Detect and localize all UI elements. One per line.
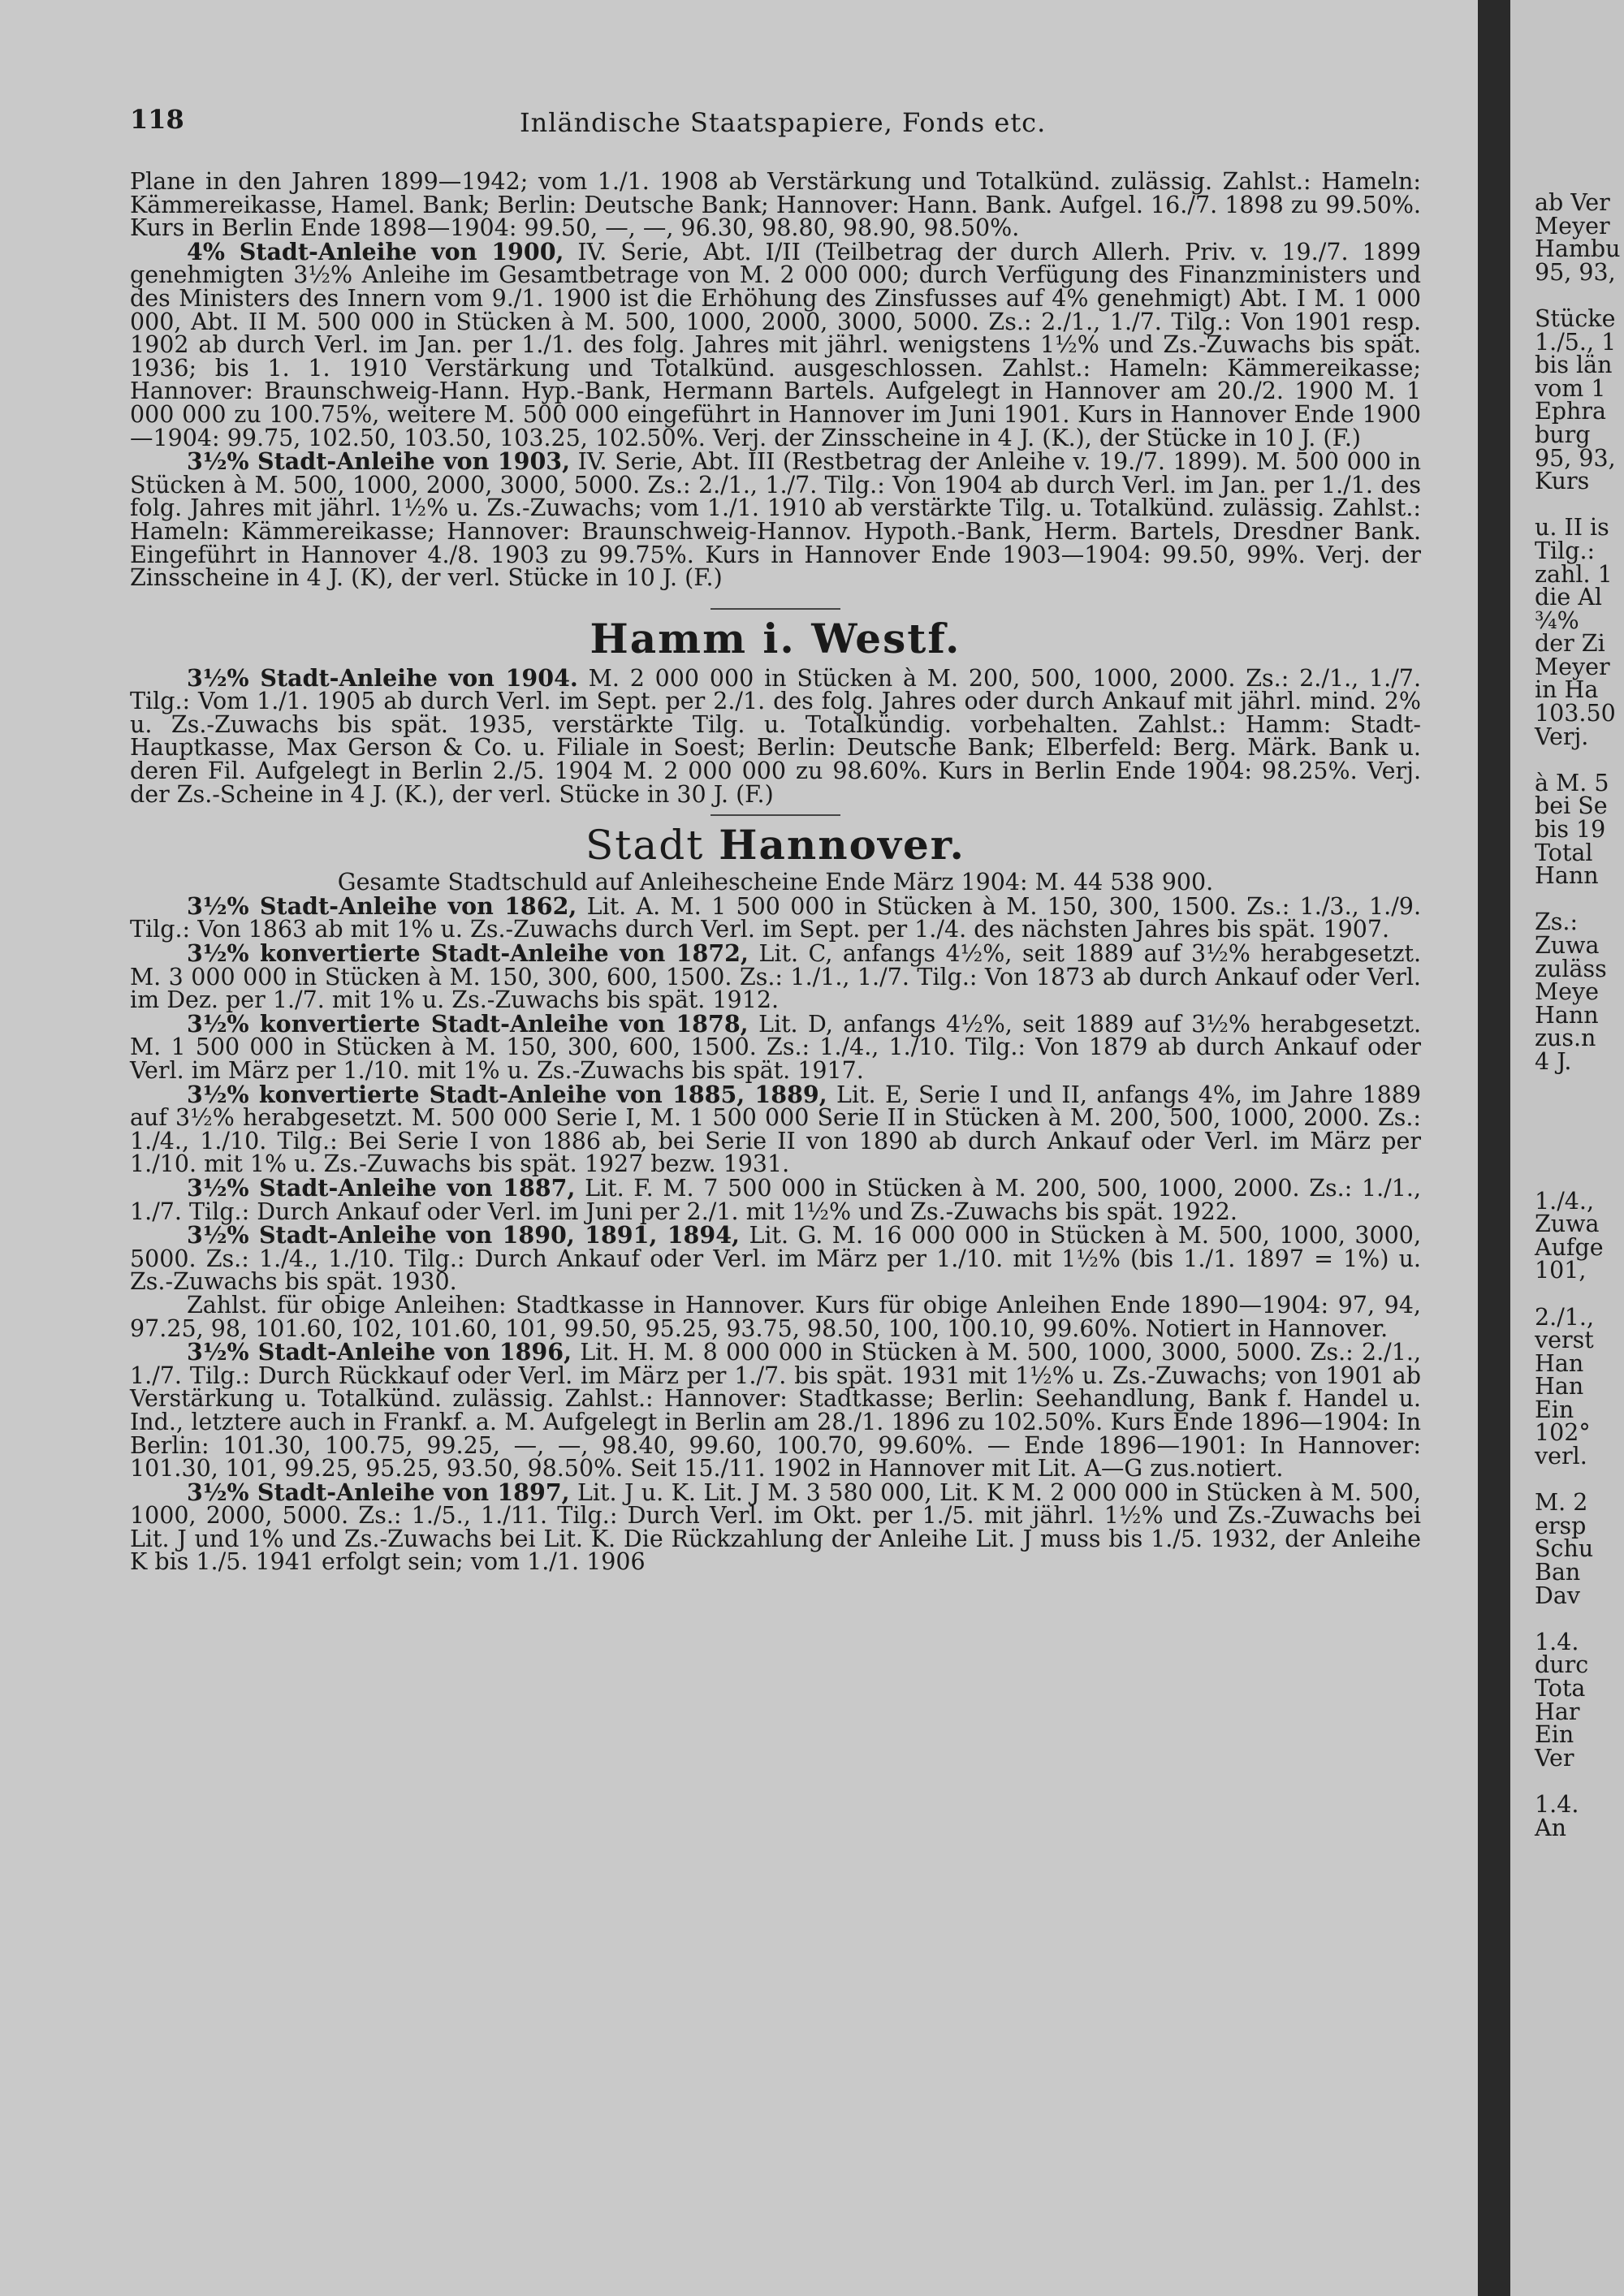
fragment-line: Hann [1535,862,1599,890]
fragment-line [1535,1143,1624,1167]
bond-title: 3½% Stadt-Anleihe von 1862, [187,891,577,920]
fragment-line: in Ha [1535,676,1599,704]
fragment-line: Zuwa [1535,932,1600,959]
fragment-line: verst [1535,1327,1594,1354]
bond-entry [130,1173,1422,1225]
fragment-line: Han [1535,1349,1584,1377]
fragment-line: 102° [1535,1419,1591,1447]
fragment-line: Stücke [1535,304,1616,332]
fragment-line: Hambu [1535,235,1621,263]
fragment-line: u. II is [1535,514,1609,542]
section-heading-hamm: Hamm i. Westf. [590,614,961,662]
bond-text: IV. Serie, Abt. I/II (Teilbetrag der durch Allerh. Priv. v. 19./7. 1899 genehmigten 3½% Anleihe im Gesamtbetrage von M. 2 000 000; durch Verfügung des Finanzministers und des Ministers des Innern vom 9./1. 1900 ist die Erhöhung des Zinsfusses auf 4% genehmigt) Abt. I M. 1 000 000, Abt. II M. 500 000 in Stücken à M. 500, 1000, 2000, 3000, 5000. Zs.: 2./1., 1./7. Tilg.: Von 1901 resp. 1902 ab durch Verl. im Jan. per 1./1. des folg. Jahres mit jährl. wenigstens 1½% und Zs.-Zuwachs bis spät. 1936; bis 1. 1. 1910 Verstärkung und Totalkünd. ausgeschlossen. Zahlst.: Hameln: Kämmereikasse; Hannover: Braunschweig-Hann. Hyp.-Bank, Hermann Bartels. Aufgelegt in Hannover am 20./2. 1900 M. 1 000 000 zu 100.75%, weitere M. 500 000 eingeführt in Hannover im Juni 1901. Kurs in Hannover Ende 1900—1904: 99.75, 102.50, 103.50, 103.25, 102.50%. Verj. der Zinsscheine in 4 J. (K.), der Stücke in 10 J. (F.) [130,238,1421,451]
fragment-line: ersp [1535,1512,1587,1539]
bond-entry [130,663,1422,808]
bond-title: 3½% konvertierte Stadt-Anleihe von 1878, [187,1009,749,1038]
fragment-line: Kurs [1535,468,1590,495]
fragment-line [1535,749,1624,772]
page-header [130,104,1429,153]
fragment-line: Aufge [1535,1233,1604,1261]
section-heading-hannover [130,819,1421,871]
page-body [130,170,1421,1574]
fragment-line [1535,1770,1624,1793]
fragment-line: Schu [1535,1535,1594,1563]
fragment-line: Meye [1535,978,1600,1006]
fragment-line: Ein [1535,1721,1574,1749]
fragment-line [1535,1469,1624,1492]
fragment-line [1535,284,1624,308]
bond-title: 3½% Stadt-Anleihe von 1890, 1891, 1894, [187,1221,740,1249]
fragment-line: Zs.: [1535,908,1579,936]
running-head: Inländische Staatspapiere, Fonds etc. [520,107,1047,138]
fragment-line: Meyer [1535,653,1610,680]
bond-entry [130,1221,1422,1296]
fragment-line: Ban [1535,1559,1581,1586]
bond-entry [130,891,1421,943]
fragment-line: die Al [1535,584,1602,611]
bond-entry [130,1080,1422,1178]
fragment-line: 1.4. [1535,1628,1579,1655]
paragraph: Plane in den Jahren 1899—1942; vom 1./1. 1908 ab Verstärkung und Totalkünd. zulässig. Zahlst.: Hameln: Kämmereikasse, Hamel. Bank; Berlin: Deutsche Bank; Hannover: Hann. Bank. Aufgel. 16./7. 1898 zu 99.50%. Kurs in Berlin Ende 1898—1904: 99.50, —, —, 96.30, 98.80, 98.90, 98.50%. [130,168,1421,242]
book-gutter [1478,0,1510,2296]
page-right-fragment [1510,0,1624,2296]
fragment-line: Ver [1535,1744,1574,1772]
bond-title: 3½% Stadt-Anleihe von 1896, [187,1338,572,1366]
heading-plain: Stadt [585,822,705,870]
fragment-line: zus.n [1535,1025,1596,1052]
fragment-line: à M. 5 [1535,769,1609,796]
fragment-line: 4 J. [1535,1047,1572,1075]
fragment-line: Har [1535,1698,1580,1725]
fragment-line: 1./5., 1 [1535,328,1617,356]
bond-entry [130,939,1422,1014]
bond-entry [130,237,1421,451]
bond-title: 3½% Stadt-Anleihe von 1904. [187,663,578,692]
fragment-line: bis 19 [1535,816,1606,844]
fragment-line: Tota [1535,1675,1586,1702]
fragment-line [1535,1120,1624,1144]
bond-title: 3½% Stadt-Anleihe von 1887, [187,1173,576,1202]
fragment-line [1535,494,1624,517]
fragment-line: Verj. [1535,723,1589,750]
fragment-line: M. 2 [1535,1489,1588,1517]
fragment-line: 1./4., [1535,1187,1595,1215]
fragment-line: 2./1., [1535,1303,1595,1331]
fragment-line: zuläss [1535,955,1607,982]
bond-text: Lit. J u. K. Lit. J M. 3 580 000, Lit. K M. 2 000 000 in Stücken à M. 500, 1000, 2000, 5000. Zs.: 1./5., 1./11. Tilg.: Durch Verl. im Okt. per 1./5. mit jährl. 1½% und Zs.-Zuwachs bei Lit. J und 1% und Zs.-Zuwachs bei Lit. K. Die Rückzahlung der Anleihe Lit. J muss bis 1./5. 1932, der Anleihe K bis 1./5. 1941 erfolgt sein; vom 1./1. 1906 [130,1478,1421,1576]
bond-entry [130,1009,1422,1084]
bond-title: 3½% konvertierte Stadt-Anleihe von 1872, [187,939,749,968]
bond-entry [130,1478,1421,1576]
paragraph: Zahlst. für obige Anleihen: Stadtkasse in Hannover. Kurs für obige Anleihen Ende 1890—1904: 97, 94, 97.25, 98, 101.60, 102, 101.60, 101, 99.50, 95.25, 93.75, 98.50, 100, 100.10, 99.60%. Notiert in Hannover. [130,1291,1421,1342]
bond-title: 4% Stadt-Anleihe von 1900, [187,237,564,265]
heading-bold: Hannover. [719,821,965,870]
section-subheading: Gesamte Stadtschuld auf Anleihescheine Ende März 1904: M. 44 538 900. [337,869,1214,896]
fragment-line: Zuwa [1535,1211,1600,1238]
fragment-line: Han [1535,1373,1584,1400]
fragment-line: 1.4. [1535,1790,1579,1818]
fragment-line: 95, 93, [1535,444,1616,472]
fragment-line: vom 1 [1535,374,1606,402]
fragment-line: Meyer [1535,212,1610,240]
bond-text: M. 2 000 000 in Stücken à M. 200, 500, 1000, 2000. Zs.: 2./1., 1./7. Tilg.: Vom 1./1. 1905 ab durch Verl. im Sept. per 2./1. des folg. Jahres oder durch Ankauf mit jährl. mind. 2% u. Zs.-Zuwachs bis spät. 1935, verstärkte Tilg. u. Totalkündig. vorbehalten. Zahlst.: Hamm: Stadt-Hauptkasse, Max Gerson & Co. u. Filiale in Soest; Berlin: Deutsche Bank; Elberfeld: Berg. Märk. Bank u. deren Fil. Aufgelegt in Berlin 2./5. 1904 M. 2 000 000 zu 98.60%. Kurs in Berlin Ende 1904: 98.25%. Verj. der Zs.-Scheine in 4 J. (K.), der verl. Stücke in 30 J. (F.) [130,664,1422,808]
fragment-line: burg [1535,421,1591,448]
section-divider [710,608,840,610]
fragment-line: Total [1535,839,1593,866]
fragment-line [1535,888,1624,912]
bond-text: Lit. A. M. 1 500 000 in Stücken à M. 150, 300, 1500. Zs.: 1./3., 1./9. Tilg.: Von 1863 ab mit 1% u. Zs.-Zuwachs durch Verl. im Sept. per 1./4. des nächsten Jahres bis spät. 1907. [130,892,1421,943]
bond-text: Lit. H. M. 8 000 000 in Stücken à M. 500, 1000, 3000, 5000. Zs.: 2./1., 1./7. Tilg.: Durch Rückkauf oder Verl. im März per 1./7. bis spät. 1931 mit 1½% u. Zs.-Zuwachs; von 1901 ab Verstärkung u. Totalkünd. zulässig. Zahlst.: Hannover: Stadtkasse; Berlin: Seehandlung, Bank f. Handel u. Ind., letztere auch in Frankf. a. M. Aufgelegt in Berlin am 28./1. 1896 zu 102.50%. Kurs Ende 1896—1904: In Berlin: 101.30, 100.75, 99.25, —, —, 98.40, 99.60, 100.70, 99.60%. — Ende 1896—1901: In Hannover: 101.30, 101, 99.25, 95.25, 93.50, 98.50%. Seit 15./11. 1902 in Hannover mit Lit. A—G zus.notiert. [130,1339,1422,1482]
page-number: 118 [130,104,184,135]
fragment-line [1535,1283,1624,1306]
fragment-line: An [1535,1814,1566,1841]
fragment-line: Tilg.: [1535,537,1596,564]
fragment-line: ab Ver [1535,189,1610,216]
fragment-line: Ephra [1535,398,1607,425]
bond-text: Lit. G. M. 16 000 000 in Stücken à M. 500, 1000, 3000, 5000. Zs.: 1./4., 1./10. Tilg.: Durch Ankauf oder Verl. im März per 1./10. mit 1½% (bis 1./1. 1897 = 1%) u. Zs.-Zuwachs bis spät. 1930. [130,1222,1422,1296]
bond-title: 3½% konvertierte Stadt-Anleihe von 1885, 1889, [187,1080,827,1108]
bond-text: Lit. F. M. 7 500 000 in Stücken à M. 200, 500, 1000, 2000. Zs.: 1./1., 1./7. Tilg.: Durch Ankauf oder Verl. im Juni per 2./1. mit 1½% und Zs.-Zuwachs bis spät. 1922. [130,1174,1422,1225]
fragment-line: 101, [1535,1257,1587,1284]
bond-text: IV. Serie, Abt. III (Restbetrag der Anleihe v. 19./7. 1899). M. 500 000 in Stücken à M. 500, 1000, 2000, 3000, 5000. Zs.: 2./1., 1./7. Tilg.: Von 1904 ab durch Verl. im Jan. per 1./1. des folg. Jahres mit jährl. 1½% u. Zs.-Zuwachs; vom 1./1. 1910 ab verstärkte Tilg. u. Totalkünd. zulässig. Zahlst.: Hameln: Kämmereikasse; Hannover: Braunschweig-Hannov. Hypoth.-Bank, Herm. Bartels, Dresdner Bank. Eingeführt in Hannover 4./8. 1903 zu 99.75%. Kurs in Hannover Ende 1903—1904: 99.50, 99%. Verj. der Zinsscheine in 4 J. (K), der verl. Stücke in 10 J. (F.) [130,448,1421,592]
bond-entry [130,1340,1421,1481]
fragment-line: bei Se [1535,792,1608,820]
bond-text: Lit. E, Serie I und II, anfangs 4%, im Jahre 1889 auf 3½% herabgesetzt. M. 500 000 Serie I, M. 1 500 000 Serie II in Stücken à M. 200, 500, 1000, 2000. Zs.: 1./4., 1./10. Tilg.: Bei Serie I von 1886 ab, bei Serie II von 1890 ab durch Ankauf oder Verl. im März per 1./10. mit 1% u. Zs.-Zuwachs bis spät. 1927 bezw. 1931. [130,1081,1422,1178]
bond-entry [130,447,1421,592]
bond-title: 3½% Stadt-Anleihe von 1903, [187,447,571,476]
fragment-line [1535,1074,1624,1098]
fragment-line: durc [1535,1651,1589,1679]
fragment-line [1535,1167,1624,1190]
bond-text: Lit. D, anfangs 4½%, seit 1889 auf 3½% herabgesetzt. M. 1 500 000 in Stücken à M. 150, 300, 600, 1500. Zs.: 1./4., 1./10. Tilg.: Von 1879 ab durch Ankauf oder Verl. im März per 1./10. mit 1% u. Zs.-Zuwachs bis spät. 1917. [130,1010,1422,1084]
fragment-line: der Zi [1535,630,1605,658]
fragment-line: verl. [1535,1443,1587,1470]
bond-text: Lit. C, anfangs 4½%, seit 1889 auf 3½% herabgesetzt. M. 3 000 000 in Stücken à M. 150, 300, 600, 1500. Zs.: 1./1., 1./7. Tilg.: Von 1873 ab durch Ankauf oder Verl. im Dez. per 1./7. mit 1% u. Zs.-Zuwachs bis spät. 1912. [130,940,1422,1014]
fragment-line: Dav [1535,1582,1580,1609]
fragment-line: 95, 93, [1535,258,1616,286]
fragment-line: ¾% [1535,606,1579,634]
fragment-line: Ein [1535,1396,1574,1423]
bond-title: 3½% Stadt-Anleihe von 1897, [187,1478,570,1506]
fragment-line: bis län [1535,352,1613,379]
fragment-line [1535,1097,1624,1120]
fragment-line [1535,1608,1624,1631]
right-fragment-column [1535,189,1624,1841]
section-divider [710,814,840,816]
fragment-line: 103.50 [1535,700,1616,727]
fragment-line: zahl. 1 [1535,560,1613,588]
fragment-line: Hann [1535,1001,1599,1029]
